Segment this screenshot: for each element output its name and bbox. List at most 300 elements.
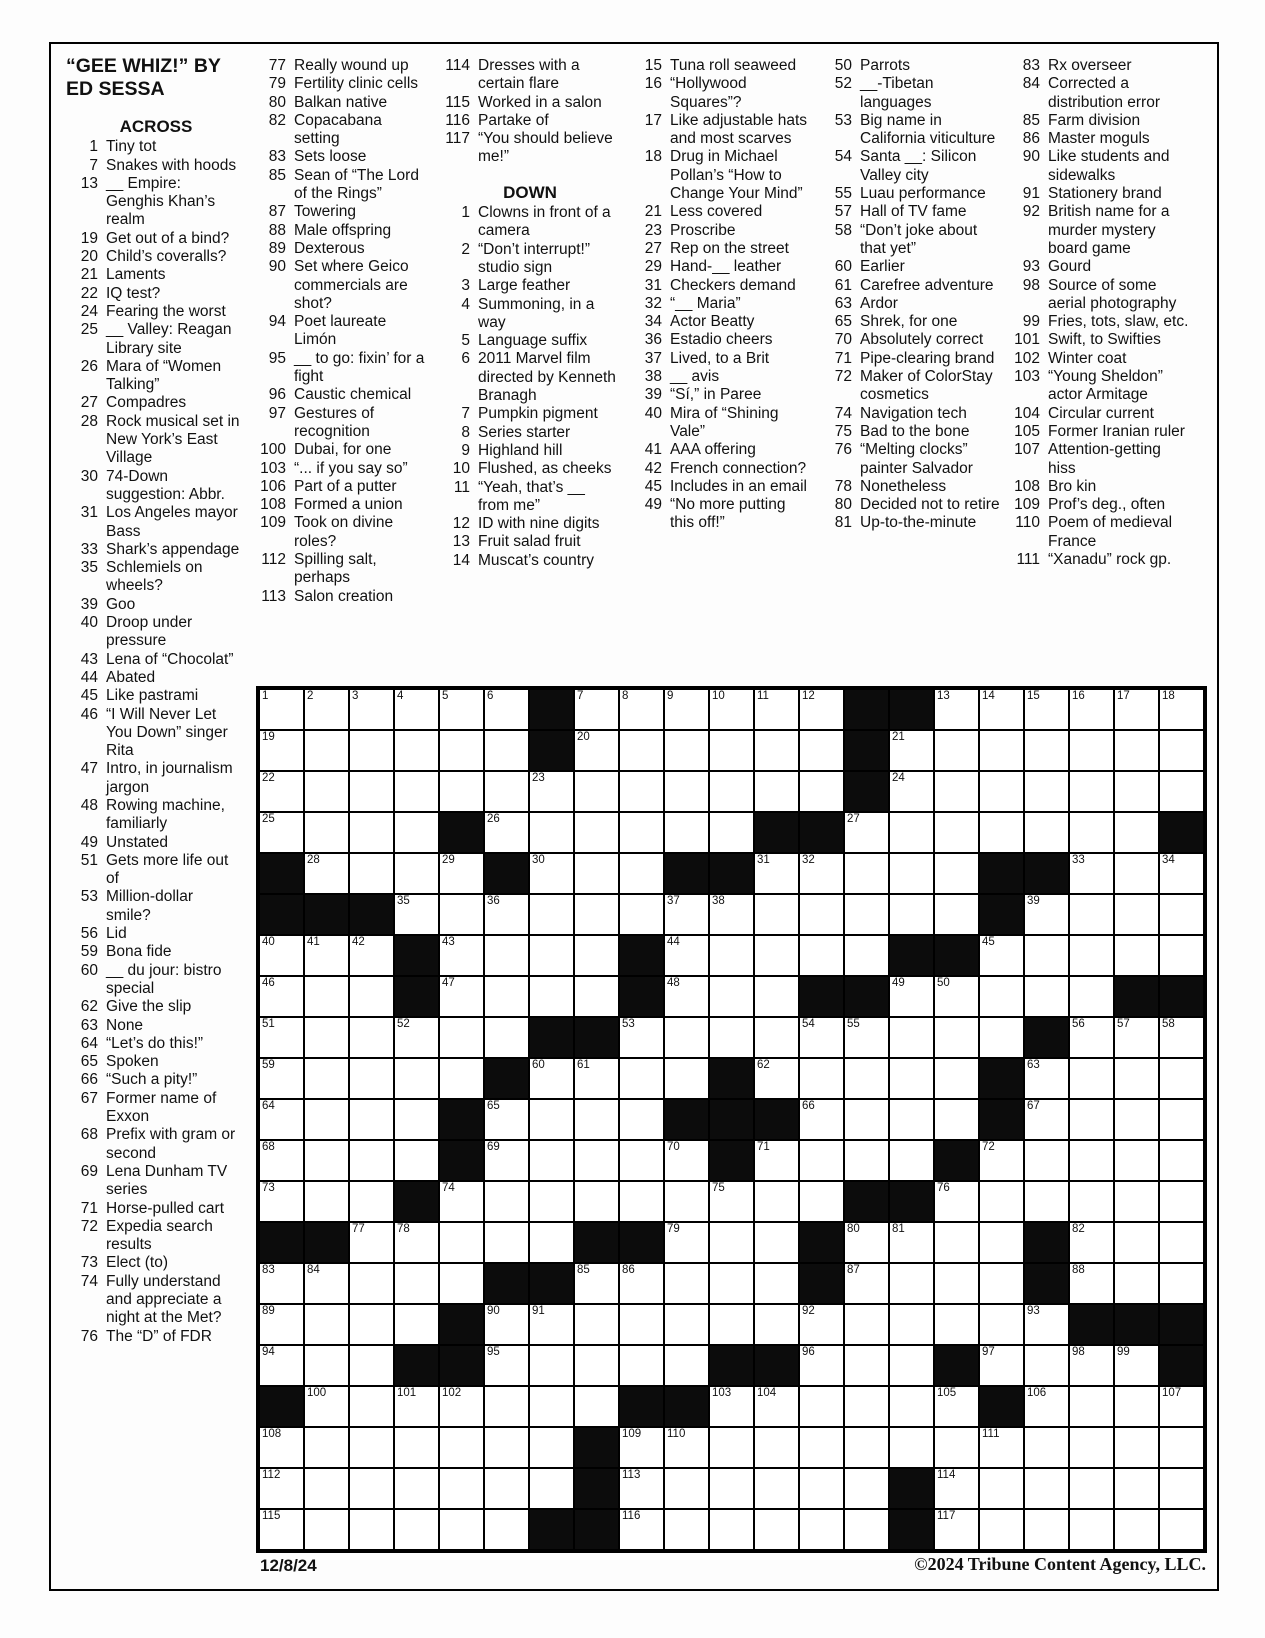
grid-cell[interactable] — [1159, 1263, 1204, 1304]
grid-cell[interactable] — [304, 689, 349, 730]
grid-cell[interactable] — [619, 689, 664, 730]
grid-cell[interactable] — [979, 935, 1024, 976]
grid-cell[interactable] — [394, 853, 439, 894]
grid-cell[interactable] — [889, 1140, 934, 1181]
grid-cell[interactable] — [799, 771, 844, 812]
grid-cell[interactable] — [1114, 812, 1159, 853]
grid-cell[interactable] — [664, 1263, 709, 1304]
grid-cell[interactable] — [349, 1345, 394, 1386]
grid-cell[interactable] — [259, 1427, 304, 1468]
grid-cell[interactable] — [844, 1263, 889, 1304]
grid-cell[interactable] — [349, 976, 394, 1017]
grid-cell[interactable] — [1024, 1386, 1069, 1427]
grid-cell[interactable] — [1159, 771, 1204, 812]
grid-cell[interactable] — [394, 1058, 439, 1099]
grid-cell[interactable] — [349, 771, 394, 812]
grid-cell[interactable] — [394, 1386, 439, 1427]
grid-cell[interactable] — [754, 1140, 799, 1181]
grid-cell[interactable] — [1159, 1427, 1204, 1468]
grid-cell[interactable] — [1069, 689, 1114, 730]
grid-cell[interactable] — [1069, 894, 1114, 935]
grid-cell[interactable] — [754, 1222, 799, 1263]
grid-cell[interactable] — [979, 1140, 1024, 1181]
grid-cell[interactable] — [1114, 1099, 1159, 1140]
grid-cell[interactable] — [1024, 1140, 1069, 1181]
grid-cell[interactable] — [574, 730, 619, 771]
grid-cell[interactable] — [844, 812, 889, 853]
grid-cell[interactable] — [349, 1181, 394, 1222]
grid-cell[interactable] — [529, 1345, 574, 1386]
grid-cell[interactable] — [754, 935, 799, 976]
grid-cell[interactable] — [259, 1345, 304, 1386]
grid-cell[interactable] — [484, 1509, 529, 1550]
grid-cell[interactable] — [799, 1140, 844, 1181]
grid-cell[interactable] — [1069, 730, 1114, 771]
grid-cell[interactable] — [259, 1099, 304, 1140]
grid-cell[interactable] — [754, 1427, 799, 1468]
grid-cell[interactable] — [484, 812, 529, 853]
grid-cell[interactable] — [349, 1509, 394, 1550]
grid-cell[interactable] — [484, 1140, 529, 1181]
grid-cell[interactable] — [574, 689, 619, 730]
grid-cell[interactable] — [619, 1099, 664, 1140]
grid-cell[interactable] — [619, 1140, 664, 1181]
grid-cell[interactable] — [979, 1181, 1024, 1222]
grid-cell[interactable] — [934, 1509, 979, 1550]
grid-cell[interactable] — [1114, 853, 1159, 894]
grid-cell[interactable] — [574, 1263, 619, 1304]
grid-cell[interactable] — [304, 1427, 349, 1468]
grid-cell[interactable] — [484, 1222, 529, 1263]
grid-cell[interactable] — [529, 1468, 574, 1509]
grid-cell[interactable] — [349, 1263, 394, 1304]
grid-cell[interactable] — [889, 1386, 934, 1427]
grid-cell[interactable] — [1159, 1386, 1204, 1427]
grid-cell[interactable] — [889, 1099, 934, 1140]
grid-cell[interactable] — [484, 935, 529, 976]
grid-cell[interactable] — [664, 1304, 709, 1345]
grid-cell[interactable] — [619, 1427, 664, 1468]
grid-cell[interactable] — [889, 812, 934, 853]
grid-cell[interactable] — [484, 976, 529, 1017]
grid-cell[interactable] — [979, 730, 1024, 771]
grid-cell[interactable] — [574, 853, 619, 894]
grid-cell[interactable] — [979, 1345, 1024, 1386]
grid-cell[interactable] — [259, 1058, 304, 1099]
grid-cell[interactable] — [799, 1468, 844, 1509]
grid-cell[interactable] — [259, 1181, 304, 1222]
grid-cell[interactable] — [1024, 1427, 1069, 1468]
grid-cell[interactable] — [1024, 771, 1069, 812]
grid-cell[interactable] — [1069, 1099, 1114, 1140]
grid-cell[interactable] — [1114, 1345, 1159, 1386]
grid-cell[interactable] — [664, 1017, 709, 1058]
grid-cell[interactable] — [619, 1263, 664, 1304]
grid-cell[interactable] — [529, 1140, 574, 1181]
grid-cell[interactable] — [889, 1345, 934, 1386]
grid-cell[interactable] — [934, 1017, 979, 1058]
grid-cell[interactable] — [979, 771, 1024, 812]
grid-cell[interactable] — [799, 853, 844, 894]
grid-cell[interactable] — [259, 1468, 304, 1509]
grid-cell[interactable] — [574, 935, 619, 976]
grid-cell[interactable] — [799, 1304, 844, 1345]
grid-cell[interactable] — [664, 1140, 709, 1181]
grid-cell[interactable] — [1069, 1181, 1114, 1222]
grid-cell[interactable] — [1069, 1427, 1114, 1468]
grid-cell[interactable] — [664, 730, 709, 771]
grid-cell[interactable] — [259, 689, 304, 730]
grid-cell[interactable] — [529, 1181, 574, 1222]
grid-cell[interactable] — [394, 1304, 439, 1345]
grid-cell[interactable] — [889, 853, 934, 894]
grid-cell[interactable] — [439, 1222, 484, 1263]
grid-cell[interactable] — [574, 812, 619, 853]
grid-cell[interactable] — [304, 976, 349, 1017]
grid-cell[interactable] — [799, 1427, 844, 1468]
grid-cell[interactable] — [709, 935, 754, 976]
grid-cell[interactable] — [979, 812, 1024, 853]
grid-cell[interactable] — [1069, 853, 1114, 894]
grid-cell[interactable] — [934, 812, 979, 853]
grid-cell[interactable] — [574, 1181, 619, 1222]
grid-cell[interactable] — [754, 853, 799, 894]
grid-cell[interactable] — [1024, 1181, 1069, 1222]
grid-cell[interactable] — [844, 1140, 889, 1181]
grid-cell[interactable] — [1024, 1304, 1069, 1345]
grid-cell[interactable] — [664, 935, 709, 976]
grid-cell[interactable] — [1159, 894, 1204, 935]
grid-cell[interactable] — [889, 1427, 934, 1468]
grid-cell[interactable] — [439, 1058, 484, 1099]
grid-cell[interactable] — [304, 935, 349, 976]
grid-cell[interactable] — [1114, 1263, 1159, 1304]
grid-cell[interactable] — [754, 1058, 799, 1099]
grid-cell[interactable] — [484, 689, 529, 730]
grid-cell[interactable] — [574, 1140, 619, 1181]
grid-cell[interactable] — [934, 894, 979, 935]
grid-cell[interactable] — [889, 1263, 934, 1304]
grid-cell[interactable] — [259, 976, 304, 1017]
grid-cell[interactable] — [979, 1263, 1024, 1304]
grid-cell[interactable] — [1024, 1058, 1069, 1099]
grid-cell[interactable] — [1114, 1468, 1159, 1509]
grid-cell[interactable] — [574, 1304, 619, 1345]
grid-cell[interactable] — [619, 1017, 664, 1058]
grid-cell[interactable] — [619, 1345, 664, 1386]
grid-cell[interactable] — [619, 894, 664, 935]
grid-cell[interactable] — [754, 730, 799, 771]
grid-cell[interactable] — [529, 1058, 574, 1099]
grid-cell[interactable] — [439, 689, 484, 730]
grid-cell[interactable] — [889, 976, 934, 1017]
grid-cell[interactable] — [754, 1468, 799, 1509]
grid-cell[interactable] — [574, 1099, 619, 1140]
grid-cell[interactable] — [1024, 1468, 1069, 1509]
grid-cell[interactable] — [439, 1017, 484, 1058]
grid-cell[interactable] — [349, 1017, 394, 1058]
grid-cell[interactable] — [799, 689, 844, 730]
grid-cell[interactable] — [754, 689, 799, 730]
grid-cell[interactable] — [259, 935, 304, 976]
grid-cell[interactable] — [664, 771, 709, 812]
grid-cell[interactable] — [619, 730, 664, 771]
grid-cell[interactable] — [259, 1017, 304, 1058]
grid-cell[interactable] — [1069, 935, 1114, 976]
grid-cell[interactable] — [439, 1468, 484, 1509]
grid-cell[interactable] — [934, 730, 979, 771]
grid-cell[interactable] — [889, 894, 934, 935]
grid-cell[interactable] — [844, 1017, 889, 1058]
grid-cell[interactable] — [889, 1017, 934, 1058]
grid-cell[interactable] — [484, 1304, 529, 1345]
grid-cell[interactable] — [1069, 1017, 1114, 1058]
grid-cell[interactable] — [439, 935, 484, 976]
grid-cell[interactable] — [349, 935, 394, 976]
grid-cell[interactable] — [484, 1427, 529, 1468]
grid-cell[interactable] — [259, 1140, 304, 1181]
grid-cell[interactable] — [394, 812, 439, 853]
grid-cell[interactable] — [664, 1427, 709, 1468]
grid-cell[interactable] — [709, 1509, 754, 1550]
grid-cell[interactable] — [709, 1017, 754, 1058]
grid-cell[interactable] — [664, 894, 709, 935]
grid-cell[interactable] — [304, 771, 349, 812]
grid-cell[interactable] — [1024, 894, 1069, 935]
grid-cell[interactable] — [574, 771, 619, 812]
grid-cell[interactable] — [1069, 1222, 1114, 1263]
grid-cell[interactable] — [934, 1468, 979, 1509]
grid-cell[interactable] — [349, 1058, 394, 1099]
grid-cell[interactable] — [529, 935, 574, 976]
grid-cell[interactable] — [349, 1099, 394, 1140]
grid-cell[interactable] — [709, 1304, 754, 1345]
grid-cell[interactable] — [1159, 1017, 1204, 1058]
grid-cell[interactable] — [709, 1386, 754, 1427]
grid-cell[interactable] — [844, 894, 889, 935]
grid-cell[interactable] — [484, 1099, 529, 1140]
grid-cell[interactable] — [754, 1509, 799, 1550]
grid-cell[interactable] — [529, 771, 574, 812]
grid-cell[interactable] — [1024, 1509, 1069, 1550]
grid-cell[interactable] — [979, 976, 1024, 1017]
grid-cell[interactable] — [574, 1058, 619, 1099]
grid-cell[interactable] — [889, 1222, 934, 1263]
grid-cell[interactable] — [529, 1386, 574, 1427]
grid-cell[interactable] — [439, 1386, 484, 1427]
grid-cell[interactable] — [1114, 1058, 1159, 1099]
grid-cell[interactable] — [1114, 730, 1159, 771]
grid-cell[interactable] — [619, 1509, 664, 1550]
grid-cell[interactable] — [1024, 689, 1069, 730]
grid-cell[interactable] — [1159, 730, 1204, 771]
grid-cell[interactable] — [979, 1427, 1024, 1468]
grid-cell[interactable] — [979, 1017, 1024, 1058]
grid-cell[interactable] — [979, 1222, 1024, 1263]
grid-cell[interactable] — [1114, 1181, 1159, 1222]
grid-cell[interactable] — [484, 1017, 529, 1058]
grid-cell[interactable] — [1159, 1058, 1204, 1099]
grid-cell[interactable] — [619, 1181, 664, 1222]
grid-cell[interactable] — [394, 1263, 439, 1304]
grid-cell[interactable] — [754, 976, 799, 1017]
grid-cell[interactable] — [1069, 1263, 1114, 1304]
grid-cell[interactable] — [1024, 812, 1069, 853]
grid-cell[interactable] — [1024, 935, 1069, 976]
grid-cell[interactable] — [889, 771, 934, 812]
grid-cell[interactable] — [304, 812, 349, 853]
grid-cell[interactable] — [844, 1468, 889, 1509]
grid-cell[interactable] — [1069, 1509, 1114, 1550]
grid-cell[interactable] — [979, 1304, 1024, 1345]
grid-cell[interactable] — [304, 1263, 349, 1304]
grid-cell[interactable] — [484, 1345, 529, 1386]
grid-cell[interactable] — [934, 689, 979, 730]
grid-cell[interactable] — [619, 1468, 664, 1509]
grid-cell[interactable] — [1159, 853, 1204, 894]
grid-cell[interactable] — [619, 812, 664, 853]
grid-cell[interactable] — [1069, 771, 1114, 812]
grid-cell[interactable] — [1114, 1386, 1159, 1427]
grid-cell[interactable] — [349, 853, 394, 894]
grid-cell[interactable] — [664, 1468, 709, 1509]
grid-cell[interactable] — [439, 1509, 484, 1550]
grid-cell[interactable] — [1069, 812, 1114, 853]
grid-cell[interactable] — [394, 1509, 439, 1550]
grid-cell[interactable] — [844, 1345, 889, 1386]
grid-cell[interactable] — [394, 1468, 439, 1509]
grid-cell[interactable] — [304, 1468, 349, 1509]
grid-cell[interactable] — [619, 771, 664, 812]
grid-cell[interactable] — [259, 771, 304, 812]
grid-cell[interactable] — [619, 1058, 664, 1099]
grid-cell[interactable] — [664, 1058, 709, 1099]
grid-cell[interactable] — [1024, 1099, 1069, 1140]
grid-cell[interactable] — [754, 1017, 799, 1058]
grid-cell[interactable] — [799, 1017, 844, 1058]
grid-cell[interactable] — [439, 771, 484, 812]
grid-cell[interactable] — [1024, 976, 1069, 1017]
grid-cell[interactable] — [574, 976, 619, 1017]
grid-cell[interactable] — [529, 1304, 574, 1345]
grid-cell[interactable] — [1069, 1058, 1114, 1099]
grid-cell[interactable] — [304, 1099, 349, 1140]
grid-cell[interactable] — [1114, 1017, 1159, 1058]
grid-cell[interactable] — [394, 1427, 439, 1468]
grid-cell[interactable] — [934, 1304, 979, 1345]
grid-cell[interactable] — [1069, 1386, 1114, 1427]
grid-cell[interactable] — [259, 730, 304, 771]
grid-cell[interactable] — [844, 1222, 889, 1263]
grid-cell[interactable] — [889, 730, 934, 771]
grid-cell[interactable] — [529, 894, 574, 935]
grid-cell[interactable] — [574, 894, 619, 935]
grid-cell[interactable] — [1159, 689, 1204, 730]
grid-cell[interactable] — [394, 894, 439, 935]
grid-cell[interactable] — [394, 1140, 439, 1181]
grid-cell[interactable] — [574, 1386, 619, 1427]
grid-cell[interactable] — [844, 935, 889, 976]
grid-cell[interactable] — [304, 1304, 349, 1345]
grid-cell[interactable] — [1069, 1345, 1114, 1386]
grid-cell[interactable] — [799, 1345, 844, 1386]
grid-cell[interactable] — [1159, 1099, 1204, 1140]
grid-cell[interactable] — [529, 812, 574, 853]
grid-cell[interactable] — [934, 1263, 979, 1304]
grid-cell[interactable] — [754, 894, 799, 935]
grid-cell[interactable] — [799, 1386, 844, 1427]
grid-cell[interactable] — [304, 1140, 349, 1181]
grid-cell[interactable] — [1159, 1468, 1204, 1509]
grid-cell[interactable] — [709, 976, 754, 1017]
grid-cell[interactable] — [709, 771, 754, 812]
grid-cell[interactable] — [349, 812, 394, 853]
grid-cell[interactable] — [304, 730, 349, 771]
grid-cell[interactable] — [394, 1222, 439, 1263]
grid-cell[interactable] — [484, 1181, 529, 1222]
grid-cell[interactable] — [1159, 1509, 1204, 1550]
grid-cell[interactable] — [529, 1222, 574, 1263]
grid-cell[interactable] — [619, 1304, 664, 1345]
grid-cell[interactable] — [979, 689, 1024, 730]
grid-cell[interactable] — [1114, 689, 1159, 730]
grid-cell[interactable] — [349, 1304, 394, 1345]
grid-cell[interactable] — [304, 1181, 349, 1222]
grid-cell[interactable] — [709, 894, 754, 935]
grid-cell[interactable] — [979, 1468, 1024, 1509]
grid-cell[interactable] — [349, 1468, 394, 1509]
grid-cell[interactable] — [844, 1304, 889, 1345]
grid-cell[interactable] — [259, 1304, 304, 1345]
grid-cell[interactable] — [304, 1017, 349, 1058]
grid-cell[interactable] — [709, 1468, 754, 1509]
grid-cell[interactable] — [844, 1427, 889, 1468]
grid-cell[interactable] — [934, 1427, 979, 1468]
grid-cell[interactable] — [1114, 935, 1159, 976]
grid-cell[interactable] — [439, 853, 484, 894]
grid-cell[interactable] — [349, 730, 394, 771]
grid-cell[interactable] — [304, 1386, 349, 1427]
grid-cell[interactable] — [1159, 1181, 1204, 1222]
grid-cell[interactable] — [934, 853, 979, 894]
grid-cell[interactable] — [439, 1181, 484, 1222]
grid-cell[interactable] — [259, 1509, 304, 1550]
grid-cell[interactable] — [754, 1304, 799, 1345]
grid-cell[interactable] — [574, 1345, 619, 1386]
grid-cell[interactable] — [349, 1140, 394, 1181]
grid-cell[interactable] — [1114, 771, 1159, 812]
grid-cell[interactable] — [1114, 894, 1159, 935]
grid-cell[interactable] — [1069, 1468, 1114, 1509]
grid-cell[interactable] — [484, 1468, 529, 1509]
grid-cell[interactable] — [799, 894, 844, 935]
grid-cell[interactable] — [1114, 1140, 1159, 1181]
grid-cell[interactable] — [709, 730, 754, 771]
grid-cell[interactable] — [529, 1427, 574, 1468]
grid-cell[interactable] — [484, 894, 529, 935]
grid-cell[interactable] — [304, 853, 349, 894]
grid-cell[interactable] — [709, 1427, 754, 1468]
grid-cell[interactable] — [1069, 976, 1114, 1017]
grid-cell[interactable] — [304, 1509, 349, 1550]
grid-cell[interactable] — [664, 812, 709, 853]
grid-cell[interactable] — [664, 689, 709, 730]
grid-cell[interactable] — [799, 1099, 844, 1140]
grid-cell[interactable] — [844, 1099, 889, 1140]
grid-cell[interactable] — [349, 689, 394, 730]
grid-cell[interactable] — [754, 771, 799, 812]
grid-cell[interactable] — [259, 1263, 304, 1304]
